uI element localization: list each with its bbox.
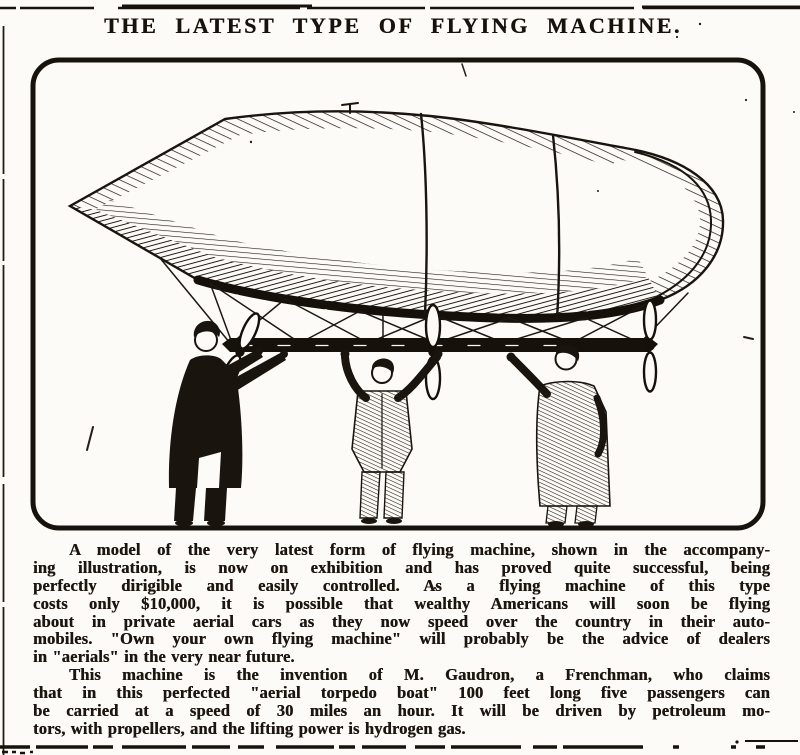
article-line: be carried at a speed of 30 miles an hour. It will be driven by petroleum mo- xyxy=(33,701,770,721)
man-right xyxy=(507,345,611,527)
airship-illustration xyxy=(70,23,795,589)
article-line: perfectly dirigible and easily controlled. As a flying machine of this type xyxy=(33,575,770,595)
article-line: This machine is the invention of M. Gaudron, a Frenchman, who claims xyxy=(69,665,770,685)
article-body xyxy=(33,541,770,738)
article-line: costs only $10,000, it is possible that wealthy Americans will soon be flying xyxy=(33,593,770,613)
article-line: ing illustration, is now on exhibition and has proved quite successful, being xyxy=(33,557,770,577)
top-rule xyxy=(0,6,800,8)
keel-spar xyxy=(222,338,658,352)
headline: THE LATEST TYPE OF FLYING MACHINE. xyxy=(104,13,682,38)
article-line: that in this perfected "aerial torpedo boat" 100 feet long five passengers can xyxy=(33,683,770,703)
propeller-right xyxy=(644,301,656,392)
article-line: about in private aerial cars as they now speed over the country in their auto- xyxy=(33,611,770,631)
article-line: mobiles. "Own your own flying machine" will probably be the advice of dealers xyxy=(33,629,770,649)
bottom-rule xyxy=(0,740,800,753)
article-line: tors, with propellers, and the lifting power is hydrogen gas. xyxy=(33,718,466,738)
article-line: in "aerials" in the very near future. xyxy=(33,647,295,667)
article-line: A model of the very latest form of flying machine, shown in the accompany- xyxy=(69,540,770,559)
